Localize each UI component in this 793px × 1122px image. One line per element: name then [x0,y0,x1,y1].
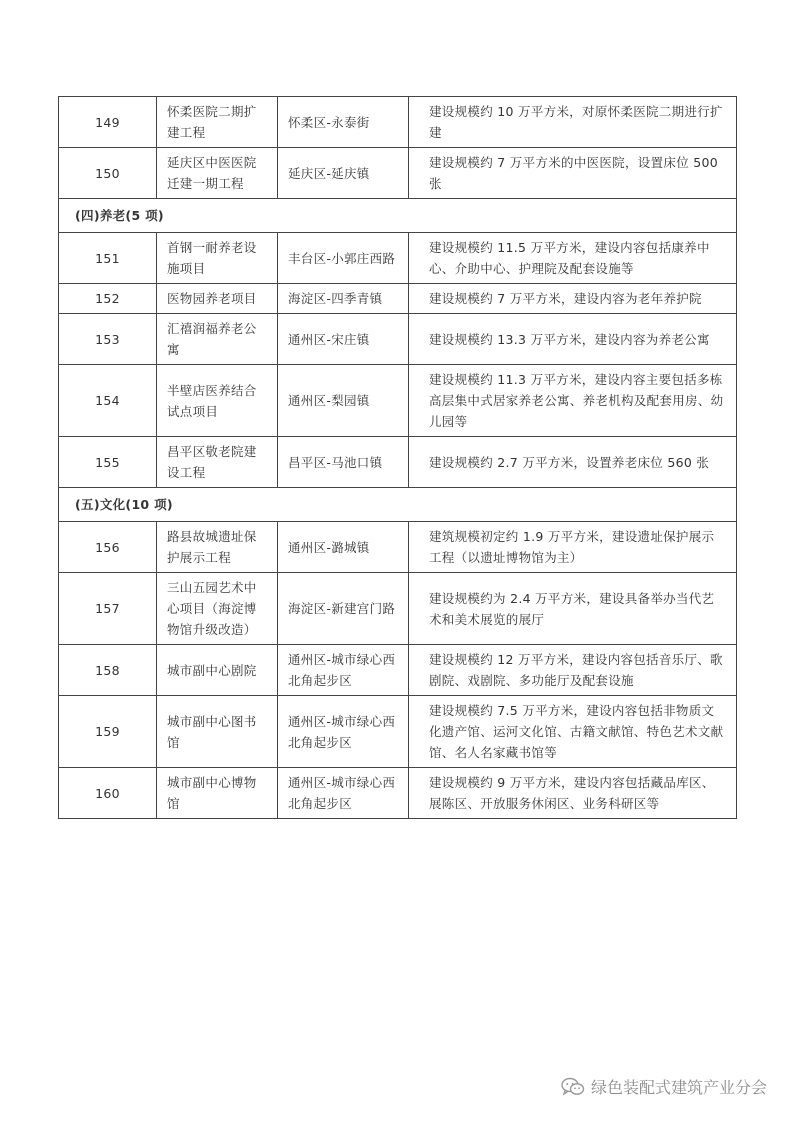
table-row [59,768,737,819]
project-location: 通州区-梨园镇 [278,365,409,437]
table-row [59,148,737,199]
project-name: 首钢一耐养老设施项目 [157,233,278,284]
project-content: 建设规模约 10 万平方米，对原怀柔医院二期进行扩建 [409,97,737,148]
project-location: 怀柔区-永泰街 [278,97,409,148]
project-number: 158 [59,645,157,696]
project-content: 建设规模约 11.5 万平方米，建设内容包括康养中心、介助中心、护理院及配套设施等 [409,233,737,284]
footer-watermark [561,1075,767,1098]
project-number: 151 [59,233,157,284]
table-row [59,314,737,365]
project-name: 半壁店医养结合试点项目 [157,365,278,437]
project-name: 城市副中心图书馆 [157,696,278,768]
project-location: 通州区-城市绿心西北角起步区 [278,645,409,696]
section-header-row [59,199,737,233]
project-number: 154 [59,365,157,437]
project-content: 建筑规模初定约 1.9 万平方米，建设遗址保护展示工程（以遗址博物馆为主） [409,522,737,573]
table-row [59,696,737,768]
project-location: 昌平区-马池口镇 [278,437,409,488]
section-title: (四)养老(5 项) [59,199,737,233]
project-location: 通州区-城市绿心西北角起步区 [278,768,409,819]
section-header-row [59,488,737,522]
project-name: 城市副中心剧院 [157,645,278,696]
project-content: 建设规模约 7 万平方米，建设内容为老年养护院 [409,284,737,314]
project-number: 159 [59,696,157,768]
project-content: 建设规模约 13.3 万平方米，建设内容为养老公寓 [409,314,737,365]
project-content: 建设规模约为 2.4 万平方米，建设具备举办当代艺术和美术展览的展厅 [409,573,737,645]
table-row [59,645,737,696]
project-location: 延庆区-延庆镇 [278,148,409,199]
project-location: 海淀区-新建宫门路 [278,573,409,645]
project-number: 155 [59,437,157,488]
table-row [59,284,737,314]
section-title: (五)文化(10 项) [59,488,737,522]
table-row [59,573,737,645]
project-location: 通州区-潞城镇 [278,522,409,573]
project-name: 三山五园艺术中心项目（海淀博物馆升级改造） [157,573,278,645]
project-name: 怀柔医院二期扩建工程 [157,97,278,148]
project-content: 建设规模约 2.7 万平方米，设置养老床位 560 张 [409,437,737,488]
project-number: 149 [59,97,157,148]
project-content: 建设规模约 7.5 万平方米，建设内容包括非物质文化遗产馆、运河文化馆、古籍文献馆、特色艺术文献馆、名人名家藏书馆等 [409,696,737,768]
footer-text: 绿色装配式建筑产业分会 [590,1078,767,1097]
table-row [59,97,737,148]
project-name: 医物园养老项目 [157,284,278,314]
project-location: 丰台区-小郭庄西路 [278,233,409,284]
project-name: 路县故城遗址保护展示工程 [157,522,278,573]
project-content: 建设规模约 11.3 万平方米，建设内容主要包括多栋高层集中式居家养老公寓、养老机构及配套用房、幼儿园等 [409,365,737,437]
project-content: 建设规模约 7 万平方米的中医医院，设置床位 500 张 [409,148,737,199]
table-row [59,365,737,437]
project-content: 建设规模约 9 万平方米，建设内容包括藏品库区、展陈区、开放服务休闲区、业务科研区等 [409,768,737,819]
project-content: 建设规模约 12 万平方米，建设内容包括音乐厅、歌剧院、戏剧院、多功能厅及配套设施 [409,645,737,696]
project-name: 延庆区中医医院迁建一期工程 [157,148,278,199]
project-number: 156 [59,522,157,573]
projects-table-body [59,97,737,819]
project-number: 157 [59,573,157,645]
project-name: 汇禧润福养老公寓 [157,314,278,365]
wechat-icon [561,1077,585,1097]
project-location: 海淀区-四季青镇 [278,284,409,314]
projects-table [58,96,737,819]
project-number: 153 [59,314,157,365]
project-number: 152 [59,284,157,314]
project-number: 150 [59,148,157,199]
project-location: 通州区-宋庄镇 [278,314,409,365]
table-row [59,233,737,284]
project-number: 160 [59,768,157,819]
project-location: 通州区-城市绿心西北角起步区 [278,696,409,768]
table-row [59,437,737,488]
project-name: 昌平区敬老院建设工程 [157,437,278,488]
project-name: 城市副中心博物馆 [157,768,278,819]
table-row [59,522,737,573]
